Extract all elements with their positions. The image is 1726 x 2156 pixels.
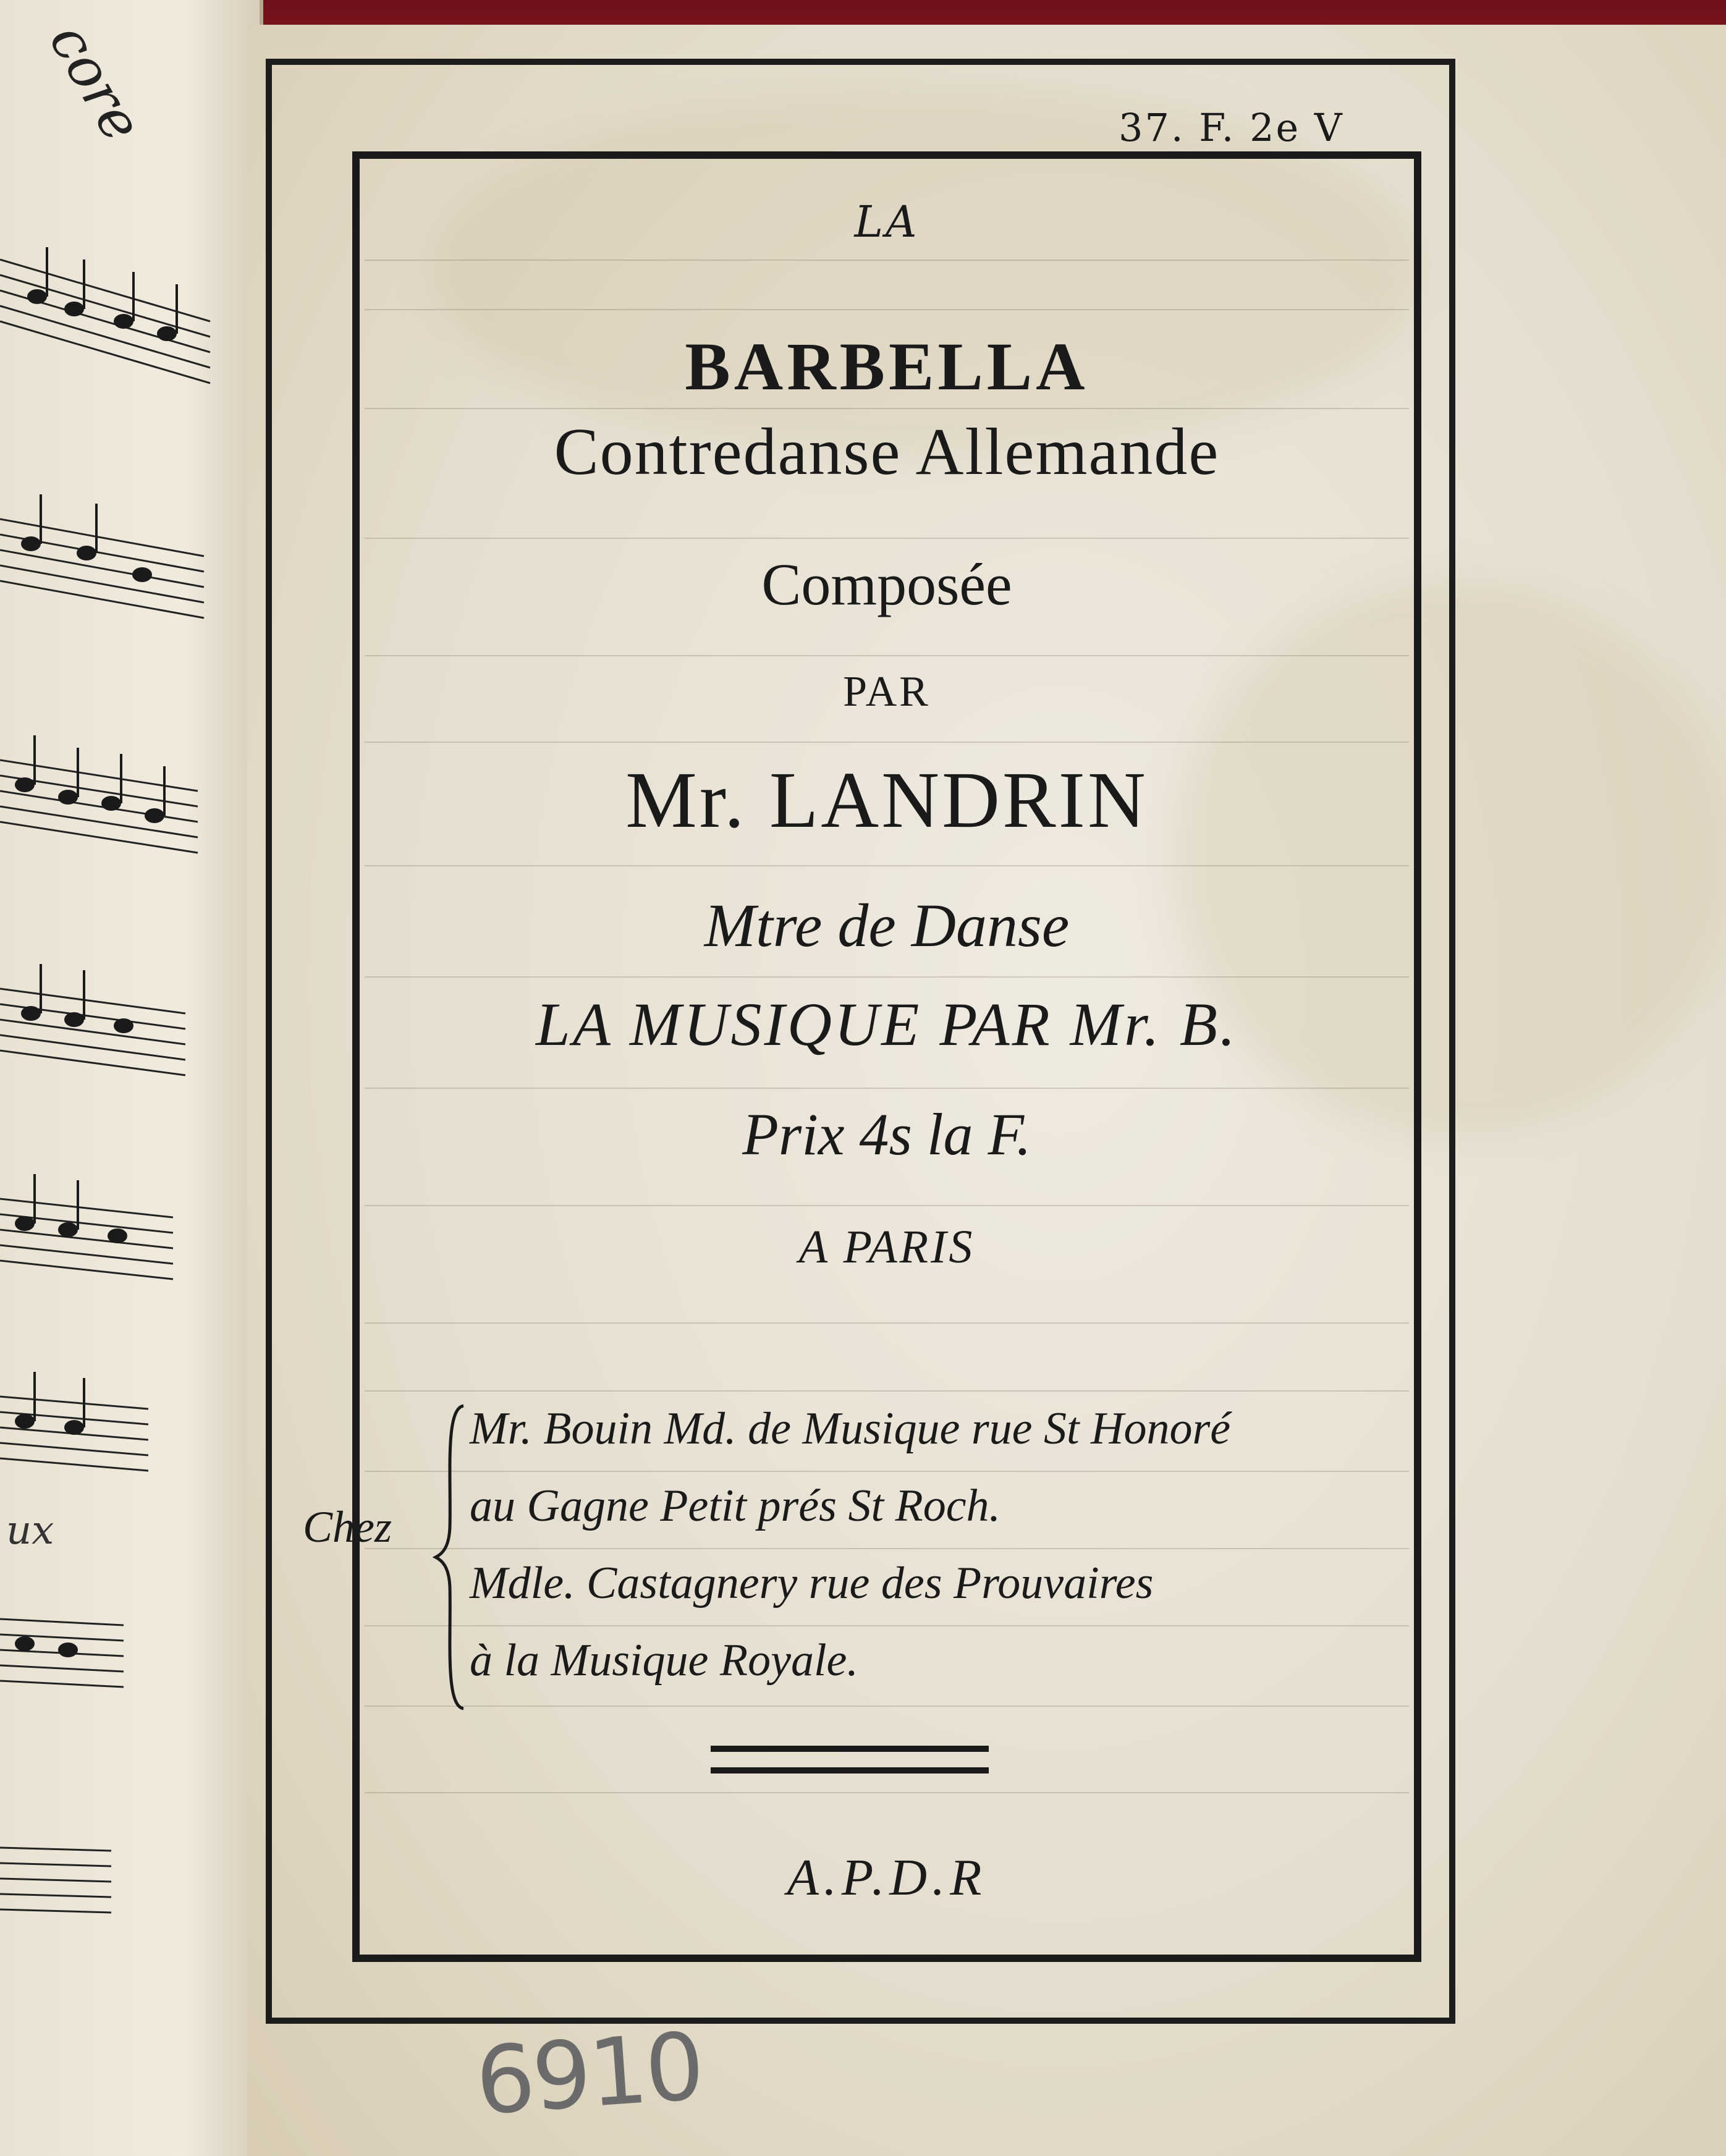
staff-2 <box>0 519 204 618</box>
ruled-line <box>365 655 1409 656</box>
place-line: A PARIS <box>798 1221 975 1273</box>
ruled-line <box>365 1471 1409 1472</box>
ruled-line <box>365 976 1409 978</box>
music-credit: LA MUSIQUE PAR Mr. B. <box>536 990 1238 1059</box>
address-line: Mr. Bouin Md. de Musique rue St Honoré <box>470 1403 1231 1454</box>
ruled-line <box>365 1322 1409 1324</box>
title-subtitle: Contredanse Allemande <box>554 415 1220 489</box>
curly-brace <box>433 1403 470 1712</box>
ruled-line <box>365 742 1409 743</box>
title-main: BARBELLA <box>685 329 1089 404</box>
address-line: à la Musique Royale. <box>470 1635 858 1686</box>
composer-role: Mtre de Danse <box>704 891 1070 960</box>
staff-5 <box>0 1199 173 1279</box>
staff-3 <box>0 760 198 853</box>
composer-name: Mr. LANDRIN <box>625 756 1148 845</box>
shelfmark-number: 37. F. 2e V <box>1119 105 1344 150</box>
ruled-line <box>365 1706 1409 1707</box>
left-page-corner-text: core <box>36 12 155 153</box>
chez-label: Chez <box>303 1502 392 1552</box>
title-article: LA <box>854 197 920 247</box>
double-rule-bottom <box>711 1767 989 1773</box>
double-rule-top <box>711 1746 989 1752</box>
left-page-music-score <box>0 0 263 2156</box>
ruled-line <box>365 260 1409 261</box>
price-line: Prix 4s la F. <box>742 1101 1031 1167</box>
address-line: Mdle. Castagnery rue des Prouvaires <box>470 1558 1154 1609</box>
address-line: au Gagne Petit prés St Roch. <box>470 1481 1001 1531</box>
ruled-line <box>365 1792 1409 1793</box>
ruled-line <box>365 1205 1409 1206</box>
pencil-inventory-number: 6910 <box>472 2013 706 2136</box>
music-staves <box>0 0 260 2156</box>
staff-1 <box>0 260 210 383</box>
composed-label: Composée <box>761 551 1012 617</box>
ruled-line <box>365 1088 1409 1089</box>
ruled-line <box>365 538 1409 539</box>
ruled-line <box>365 408 1409 409</box>
staff-8 <box>0 1848 111 1913</box>
ruled-line <box>365 1390 1409 1392</box>
par-label: PAR <box>843 668 931 716</box>
ruled-line <box>365 309 1409 310</box>
privilege-line: A.P.D.R <box>787 1849 987 1906</box>
ruled-line <box>365 865 1409 866</box>
left-page-margin-text: ux <box>6 1508 54 1554</box>
ruled-line <box>365 1548 1409 1549</box>
ruled-line <box>365 1625 1409 1626</box>
staff-4 <box>0 989 185 1075</box>
